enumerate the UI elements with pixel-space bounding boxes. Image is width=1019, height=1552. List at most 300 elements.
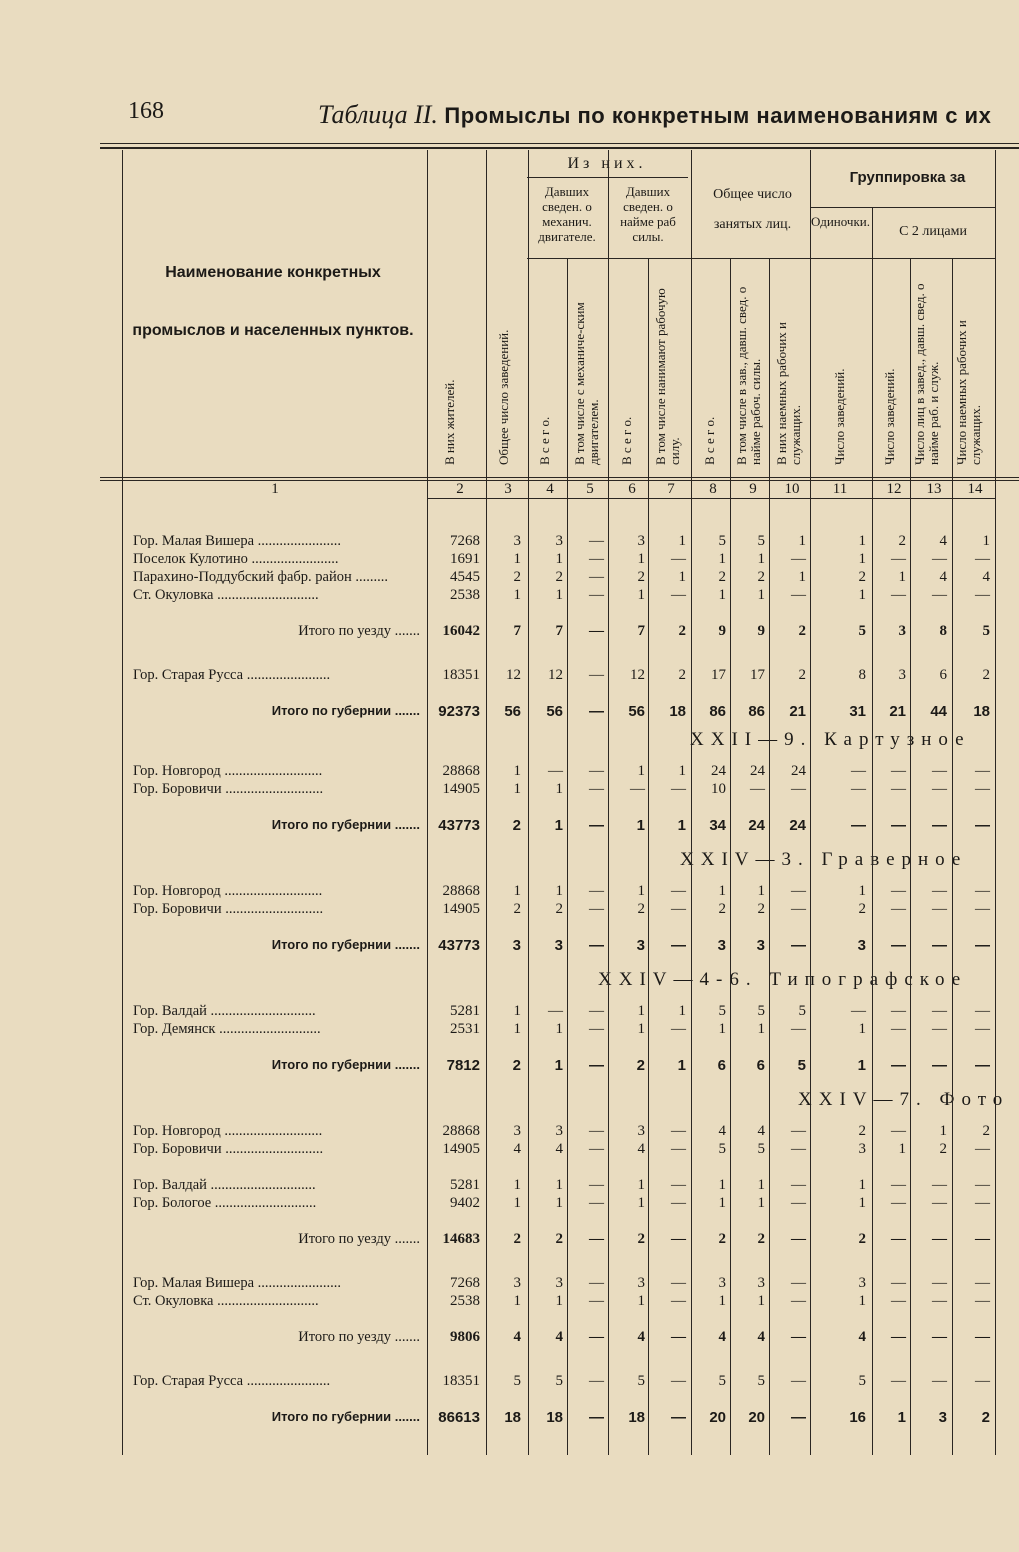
row-value: 2 — [757, 569, 765, 585]
table-row — [0, 587, 1019, 605]
row-value: — — [932, 1373, 947, 1389]
grid-hline — [527, 258, 995, 259]
row-value: 86 — [709, 703, 726, 720]
row-value: 1 — [513, 763, 521, 779]
row-value: 3 — [898, 667, 906, 683]
row-value: 2 — [718, 569, 726, 585]
total-row — [0, 1409, 1019, 1427]
row-value: 2 — [636, 1057, 645, 1074]
row-value: 18 — [669, 703, 686, 720]
total-row — [0, 703, 1019, 721]
table-row — [0, 781, 1019, 799]
row-value: 5 — [757, 533, 765, 549]
row-value: 34 — [709, 817, 726, 834]
row-value: 1 — [555, 1021, 563, 1037]
grid-hline — [527, 177, 688, 178]
row-value: 2 — [555, 569, 563, 585]
row-value: 5 — [757, 1141, 765, 1157]
row-value: 5 — [757, 1373, 765, 1389]
row-value: 1 — [555, 781, 563, 797]
column-number: 1 — [271, 481, 279, 497]
row-value: — — [932, 1057, 947, 1074]
row-value: — — [932, 817, 947, 834]
row-name: Итого по губернии ....... — [271, 937, 420, 952]
row-value: 1 — [858, 551, 866, 567]
row-name: Итого по уезду ....... — [298, 1329, 420, 1345]
row-value: 8 — [939, 623, 947, 639]
row-value: — — [750, 781, 765, 797]
row-value: — — [791, 1373, 806, 1389]
grid-vline — [910, 258, 911, 1455]
table-row — [0, 569, 1019, 587]
row-value: 3 — [938, 1409, 947, 1426]
row-value: 4 — [757, 1123, 765, 1139]
total-row — [0, 623, 1019, 641]
row-value: — — [975, 901, 990, 917]
row-value: — — [589, 551, 604, 567]
row-value: 1 — [858, 1021, 866, 1037]
row-value: 2 — [798, 623, 806, 639]
grid-vline — [427, 150, 428, 1455]
row-value: — — [671, 1123, 686, 1139]
row-value: 16042 — [442, 623, 480, 639]
row-value: 1 — [858, 1177, 866, 1193]
row-value: — — [791, 937, 806, 954]
header-name-column: Наименование конкретных промыслов и населенных пунктов. — [132, 264, 414, 339]
row-value: 3 — [513, 1275, 521, 1291]
row-name: Итого по уезду ....... — [298, 1231, 420, 1247]
row-value: — — [589, 883, 604, 899]
row-value: 3 — [637, 1275, 645, 1291]
table-row — [0, 901, 1019, 919]
row-value: 2 — [757, 901, 765, 917]
total-row — [0, 817, 1019, 835]
row-value: 56 — [546, 703, 563, 720]
row-value: — — [589, 1231, 604, 1247]
row-value: 2 — [898, 533, 906, 549]
grid-vline — [122, 150, 123, 1455]
grid-vline — [730, 258, 731, 1455]
row-value: 4 — [513, 1329, 521, 1345]
row-value: 10 — [711, 781, 726, 797]
row-value: 24 — [711, 763, 726, 779]
row-value: — — [975, 883, 990, 899]
grid-vline — [567, 258, 568, 1455]
row-value: 2 — [678, 667, 686, 683]
row-value: 12 — [506, 667, 521, 683]
row-value: — — [891, 1003, 906, 1019]
row-value: — — [975, 1329, 990, 1345]
row-value: 1 — [757, 1021, 765, 1037]
grid-vline — [528, 150, 529, 1455]
header-employed-total: В с е г о. — [702, 416, 717, 465]
row-value: 1 — [718, 587, 726, 603]
title-table-number: Таблица II. — [318, 100, 438, 129]
grid-hline — [810, 207, 995, 208]
row-value: 3 — [555, 1275, 563, 1291]
row-value: 2531 — [450, 1021, 480, 1037]
row-value: 1 — [677, 817, 686, 834]
row-name: Парахино-Поддубский фабр. район ......... — [133, 569, 388, 585]
grid-vline — [872, 207, 873, 1455]
row-value: — — [932, 1003, 947, 1019]
row-value: 9806 — [450, 1329, 480, 1345]
row-value: — — [791, 1275, 806, 1291]
row-value: 43773 — [438, 817, 480, 834]
row-value: 4 — [513, 1141, 521, 1157]
row-value: 1 — [637, 1195, 645, 1211]
row-value: 2 — [718, 901, 726, 917]
row-value: 1 — [637, 1021, 645, 1037]
row-value: — — [548, 1003, 563, 1019]
column-number: 6 — [628, 481, 636, 497]
row-value: — — [932, 1231, 947, 1247]
row-value: — — [589, 623, 604, 639]
section-label: XXIV—3. Граверное — [680, 849, 968, 870]
row-value: 1 — [898, 1141, 906, 1157]
row-value: 31 — [849, 703, 866, 720]
row-value: — — [589, 1409, 604, 1426]
total-row — [0, 1329, 1019, 1347]
row-value: — — [975, 937, 990, 954]
row-value: 2538 — [450, 1293, 480, 1309]
row-value: — — [851, 817, 866, 834]
row-value: — — [791, 781, 806, 797]
row-value: 5 — [797, 1057, 806, 1074]
row-name: Гор. Демянск ............................ — [133, 1021, 321, 1037]
row-value: 2 — [757, 1231, 765, 1247]
row-value: 5 — [718, 1003, 726, 1019]
row-value: — — [671, 1409, 686, 1426]
row-value: 1 — [858, 587, 866, 603]
row-value: 1 — [718, 1195, 726, 1211]
row-value: 86 — [748, 703, 765, 720]
row-value: 4 — [939, 533, 947, 549]
header-employed-incl: В том числе в зав., давш. свед. о найме рабоч. силы. — [734, 286, 763, 465]
row-value: — — [891, 1177, 906, 1193]
row-value: — — [975, 1021, 990, 1037]
table-row — [0, 551, 1019, 569]
row-value: 3 — [858, 1275, 866, 1291]
row-value: 6 — [939, 667, 947, 683]
row-value: — — [671, 1141, 686, 1157]
table-row — [0, 1123, 1019, 1141]
row-value: 1 — [858, 1293, 866, 1309]
row-value: 1 — [757, 1293, 765, 1309]
row-value: 14683 — [442, 1231, 480, 1247]
row-value: 1 — [637, 551, 645, 567]
row-value: 18 — [546, 1409, 563, 1426]
row-name: Гор. Старая Русса ....................... — [133, 667, 331, 683]
row-value: 1 — [555, 1293, 563, 1309]
row-value: 1 — [757, 587, 765, 603]
row-value: 2 — [513, 901, 521, 917]
row-value: — — [932, 1195, 947, 1211]
row-value: 1 — [513, 1177, 521, 1193]
row-value: — — [932, 587, 947, 603]
row-value: — — [671, 781, 686, 797]
row-value: 1 — [858, 533, 866, 549]
row-value: — — [589, 703, 604, 720]
row-value: 14905 — [442, 1141, 480, 1157]
row-value: 2 — [512, 817, 521, 834]
row-name: Гор. Малая Вишера ....................... — [133, 1275, 341, 1291]
row-value: 1 — [939, 1123, 947, 1139]
column-number: 10 — [784, 481, 800, 497]
row-value: 1 — [637, 1177, 645, 1193]
row-value: — — [589, 1329, 604, 1345]
table-row — [0, 533, 1019, 551]
row-value: 7 — [513, 623, 521, 639]
total-row — [0, 937, 1019, 955]
row-value: — — [589, 901, 604, 917]
row-value: — — [975, 1231, 990, 1247]
row-value: 4 — [718, 1123, 726, 1139]
row-value: — — [791, 1195, 806, 1211]
row-value: — — [791, 883, 806, 899]
table-row — [0, 1373, 1019, 1391]
row-value: 5 — [858, 623, 866, 639]
row-value: 43773 — [438, 937, 480, 954]
top-rule-double — [100, 147, 1019, 149]
row-value: 1 — [897, 1409, 906, 1426]
row-value: 56 — [628, 703, 645, 720]
row-value: — — [671, 1177, 686, 1193]
row-value: — — [791, 587, 806, 603]
row-value: 1 — [678, 533, 686, 549]
row-value: 3 — [757, 1275, 765, 1291]
row-value: 3 — [857, 937, 866, 954]
row-value: 3 — [637, 533, 645, 549]
row-value: 1 — [513, 1195, 521, 1211]
row-value: 4 — [939, 569, 947, 585]
row-value: — — [932, 1021, 947, 1037]
table-row — [0, 1141, 1019, 1159]
row-value: — — [589, 533, 604, 549]
header-hire-total: В с е г о. — [619, 416, 634, 465]
row-value: — — [891, 1275, 906, 1291]
row-value: 17 — [711, 667, 726, 683]
page-number: 168 — [128, 98, 164, 124]
row-value: 1 — [637, 1293, 645, 1309]
row-value: 7268 — [450, 1275, 480, 1291]
row-name: Гор. Боровичи ........................... — [133, 901, 324, 917]
column-number: 13 — [926, 481, 942, 497]
row-value: 4 — [637, 1329, 645, 1345]
row-value: 28868 — [442, 883, 480, 899]
row-value: — — [891, 1195, 906, 1211]
row-value: 6 — [756, 1057, 765, 1074]
row-value: 14905 — [442, 901, 480, 917]
table-row — [0, 883, 1019, 901]
row-value: 92373 — [438, 703, 480, 720]
row-value: — — [932, 937, 947, 954]
row-value: — — [589, 1293, 604, 1309]
row-value: — — [975, 551, 990, 567]
row-value: 1 — [555, 1177, 563, 1193]
grid-vline — [769, 258, 770, 1455]
column-number: 14 — [967, 481, 983, 497]
table-row — [0, 1021, 1019, 1039]
row-name: Итого по губернии ....... — [271, 817, 420, 832]
row-value: — — [791, 1293, 806, 1309]
row-value: 2 — [982, 667, 990, 683]
row-name: Гор. Новгород ........................... — [133, 763, 323, 779]
row-value: — — [791, 1231, 806, 1247]
row-value: — — [589, 1195, 604, 1211]
row-value: — — [932, 1275, 947, 1291]
row-value: — — [589, 937, 604, 954]
title-text: Промыслы по конкретным наименованиям с их — [444, 103, 992, 128]
row-value: 1 — [636, 817, 645, 834]
row-value: 5 — [757, 1003, 765, 1019]
row-value: — — [589, 1141, 604, 1157]
row-value: — — [891, 1373, 906, 1389]
row-name: Гор. Новгород ........................... — [133, 1123, 323, 1139]
row-name: Итого по губернии ....... — [271, 1057, 420, 1072]
row-value: 4 — [718, 1329, 726, 1345]
row-value: 86613 — [438, 1409, 480, 1426]
row-value: — — [589, 569, 604, 585]
row-value: — — [975, 1195, 990, 1211]
grid-vline — [691, 150, 692, 1455]
row-value: 1 — [898, 569, 906, 585]
grid-hline — [100, 480, 1019, 481]
header-hire-incl: В том числе нанимают рабочую силу. — [653, 288, 682, 465]
row-value: 5281 — [450, 1003, 480, 1019]
row-value: 1 — [513, 1003, 521, 1019]
section-label: XXIV—7. Фото — [798, 1089, 1010, 1110]
row-value: — — [891, 883, 906, 899]
row-value: — — [975, 1003, 990, 1019]
header-mech-incl: В том числе с механиче-ским двигателем. — [572, 302, 601, 465]
column-number: 12 — [886, 481, 902, 497]
grid-vline — [995, 150, 996, 1455]
row-value: 8 — [858, 667, 866, 683]
row-name: Ст. Окуловка ............................ — [133, 587, 319, 603]
row-value: 56 — [504, 703, 521, 720]
table-row — [0, 763, 1019, 781]
row-value: 1 — [637, 1003, 645, 1019]
row-value: — — [589, 1057, 604, 1074]
section-label: XXIV—4-6. Типографское — [598, 969, 968, 990]
row-value: 3 — [718, 1275, 726, 1291]
total-row — [0, 1057, 1019, 1075]
row-value: — — [671, 1231, 686, 1247]
row-value: — — [589, 1373, 604, 1389]
row-value: 12 — [630, 667, 645, 683]
row-value: — — [975, 1275, 990, 1291]
grid-hline — [427, 498, 995, 499]
row-name: Гор. Боровичи ........................... — [133, 1141, 324, 1157]
row-value: 5 — [637, 1373, 645, 1389]
grid-vline — [608, 150, 609, 1455]
header-inhabitants: В них жителей. — [442, 379, 457, 465]
table-row — [0, 1293, 1019, 1311]
row-value: 7268 — [450, 533, 480, 549]
row-value: — — [932, 883, 947, 899]
header-mech-total: В с е г о. — [537, 416, 552, 465]
row-value: — — [975, 1057, 990, 1074]
row-value: 2 — [513, 1231, 521, 1247]
row-value: — — [589, 1123, 604, 1139]
row-value: 2 — [637, 569, 645, 585]
row-value: 1 — [513, 587, 521, 603]
row-value: 3 — [513, 533, 521, 549]
row-value: 4 — [555, 1329, 563, 1345]
row-value: — — [630, 781, 645, 797]
top-rule — [100, 143, 1019, 144]
row-value: 1 — [677, 1057, 686, 1074]
header-hire-group: Давших сведен. о найме раб силы. — [620, 184, 676, 244]
row-value: — — [932, 1177, 947, 1193]
header-count-establishments: Число заведений. — [832, 368, 847, 465]
header-persons: Число лиц в завед., давш. свед. о найме раб. и служ. — [912, 283, 941, 465]
row-value: — — [891, 781, 906, 797]
table-row — [0, 1195, 1019, 1213]
column-number: 11 — [832, 481, 848, 497]
row-value: 2 — [939, 1141, 947, 1157]
row-value: 2 — [513, 569, 521, 585]
row-value: 9402 — [450, 1195, 480, 1211]
row-value: — — [891, 1293, 906, 1309]
row-value: — — [589, 1003, 604, 1019]
row-name: Поселок Кулотино ........................ — [133, 551, 339, 567]
row-value: 1 — [637, 883, 645, 899]
row-value: 3 — [554, 937, 563, 954]
row-value: 4 — [757, 1329, 765, 1345]
total-row — [0, 1231, 1019, 1249]
row-value: — — [589, 667, 604, 683]
row-value: 1 — [554, 817, 563, 834]
row-value: 1 — [513, 1021, 521, 1037]
row-value: 7 — [555, 623, 563, 639]
row-value: 2 — [858, 1231, 866, 1247]
row-value: — — [589, 587, 604, 603]
row-value: 4 — [982, 569, 990, 585]
row-value: — — [891, 937, 906, 954]
row-value: 44 — [930, 703, 947, 720]
row-value: 5 — [798, 1003, 806, 1019]
grid-vline — [486, 150, 487, 1455]
row-value: 28868 — [442, 1123, 480, 1139]
row-value: 5 — [858, 1373, 866, 1389]
row-value: 1 — [757, 883, 765, 899]
row-value: — — [589, 1021, 604, 1037]
row-value: 1 — [718, 1177, 726, 1193]
row-value: — — [932, 763, 947, 779]
row-value: 2 — [555, 1231, 563, 1247]
row-value: — — [671, 1021, 686, 1037]
row-value: 3 — [717, 937, 726, 954]
row-value: 4 — [858, 1329, 866, 1345]
row-value: 3 — [512, 937, 521, 954]
section-label: XXII—9. Картузное — [690, 729, 971, 750]
grid-vline — [648, 258, 649, 1455]
row-value: 3 — [513, 1123, 521, 1139]
row-name: Гор. Бологое ............................ — [133, 1195, 317, 1211]
row-value: 3 — [756, 937, 765, 954]
row-value: 1 — [798, 533, 806, 549]
header-mech-group: Давших сведен. о механич. двигателе. — [538, 184, 596, 244]
row-value: 1 — [555, 551, 563, 567]
row-value: 1 — [857, 1057, 866, 1074]
row-value: 18 — [973, 703, 990, 720]
row-value: — — [671, 937, 686, 954]
row-value: — — [671, 587, 686, 603]
row-value: 7812 — [446, 1057, 480, 1074]
row-value: 1 — [637, 587, 645, 603]
